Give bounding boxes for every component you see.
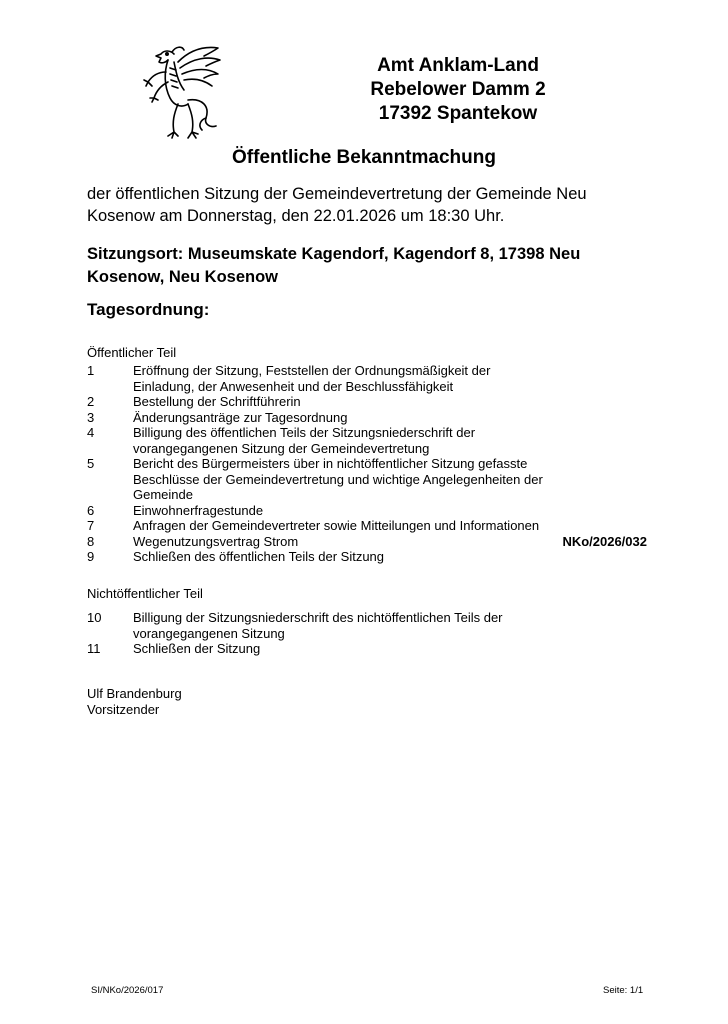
agenda-item-text: Schließen des öffentlichen Teils der Sitzung [133,549,385,564]
agenda-item-text: Billigung der Sitzungsniederschrift des nichtöffentlichen Teils der vorangegangenen Sitzung [133,610,503,641]
agenda-item-text: Eröffnung der Sitzung, Feststellen der Ordnungsmäßigkeit der Einladung, der Anwesenheit und der Beschlussfähigkeit [133,363,491,394]
signatory-role: Vorsitzender [87,702,160,717]
agenda-item-number: 9 [87,549,95,564]
agenda-item [87,456,647,503]
issuer-address [358,54,558,126]
agenda-item-number: 8 [87,533,95,549]
agenda-item-text: Anfragen der Gemeindevertreter sowie Mitteilungen und Informationen [133,518,540,533]
agenda-item-number: 11 [87,641,101,656]
agenda-item [87,363,647,394]
signature-block [87,686,182,718]
agenda-item-number: 5 [87,456,95,471]
agenda-item-number: 1 [87,363,95,378]
agenda-heading: Tagesordnung: [87,300,210,319]
private-agenda-list [87,610,647,657]
footer-document-id: SI/NKo/2026/017 [91,985,164,996]
agenda-item [87,549,647,565]
agenda-item-number: 4 [87,425,95,440]
griffin-coat-of-arms-icon [134,42,226,146]
agenda-item [87,503,647,519]
agenda-item-number: 2 [87,394,95,409]
meeting-venue: Sitzungsort: Museumskate Kagendorf, Kagendorf 8, 17398 Neu Kosenow, Neu Kosenow [87,245,581,286]
issuer-name: Amt Anklam-Land [377,55,539,76]
agenda-item [87,610,647,641]
private-section-label: Nichtöffentlicher Teil [87,586,203,601]
issuer-city: 17392 Spantekow [378,103,538,124]
agenda-item-text: Bericht des Bürgermeisters über in nichtöffentlicher Sitzung gefasste Beschlüsse der Gemeindevertretung und wichtige Angelegenheiten der Gemeinde [133,456,543,502]
agenda-item [87,518,647,534]
agenda-item-number: 10 [87,610,102,625]
agenda-item-number: 6 [87,502,95,518]
document-title: Öffentliche Bekanntmachung [232,147,496,168]
footer-page-number: Seite: 1/1 [603,985,644,996]
agenda-item-text: Wegenutzungsvertrag Strom [133,533,299,549]
signatory-name: Ulf Brandenburg [87,686,182,701]
agenda-item [87,394,647,410]
agenda-item [87,425,647,456]
agenda-item [87,641,647,657]
public-agenda-list [87,363,647,565]
agenda-item-reference: NKo/2026/032 [562,533,647,549]
agenda-item-text: Bestellung der Schriftführerin [133,394,301,409]
agenda-item-text: Billigung des öffentlichen Teils der Sitzungsniederschrift der vorangegangenen Sitzung der Gemeindevertretung [133,425,476,456]
agenda-item-number: 3 [87,409,95,425]
agenda-item-text: Änderungsanträge zur Tagesordnung [133,409,348,425]
agenda-item-text: Einwohnerfragestunde [133,502,264,518]
agenda-item [87,534,647,550]
issuer-street: Rebelower Damm 2 [370,79,546,100]
meeting-intro: der öffentlichen Sitzung der Gemeindevertretung der Gemeinde Neu Kosenow am Donnerstag, den 22.01.2026 um 18:30 Uhr. [87,185,587,225]
agenda-item [87,410,647,426]
public-section-label: Öffentlicher Teil [87,345,177,360]
agenda-item-number: 7 [87,518,95,533]
agenda-item-text: Schließen der Sitzung [133,641,261,656]
